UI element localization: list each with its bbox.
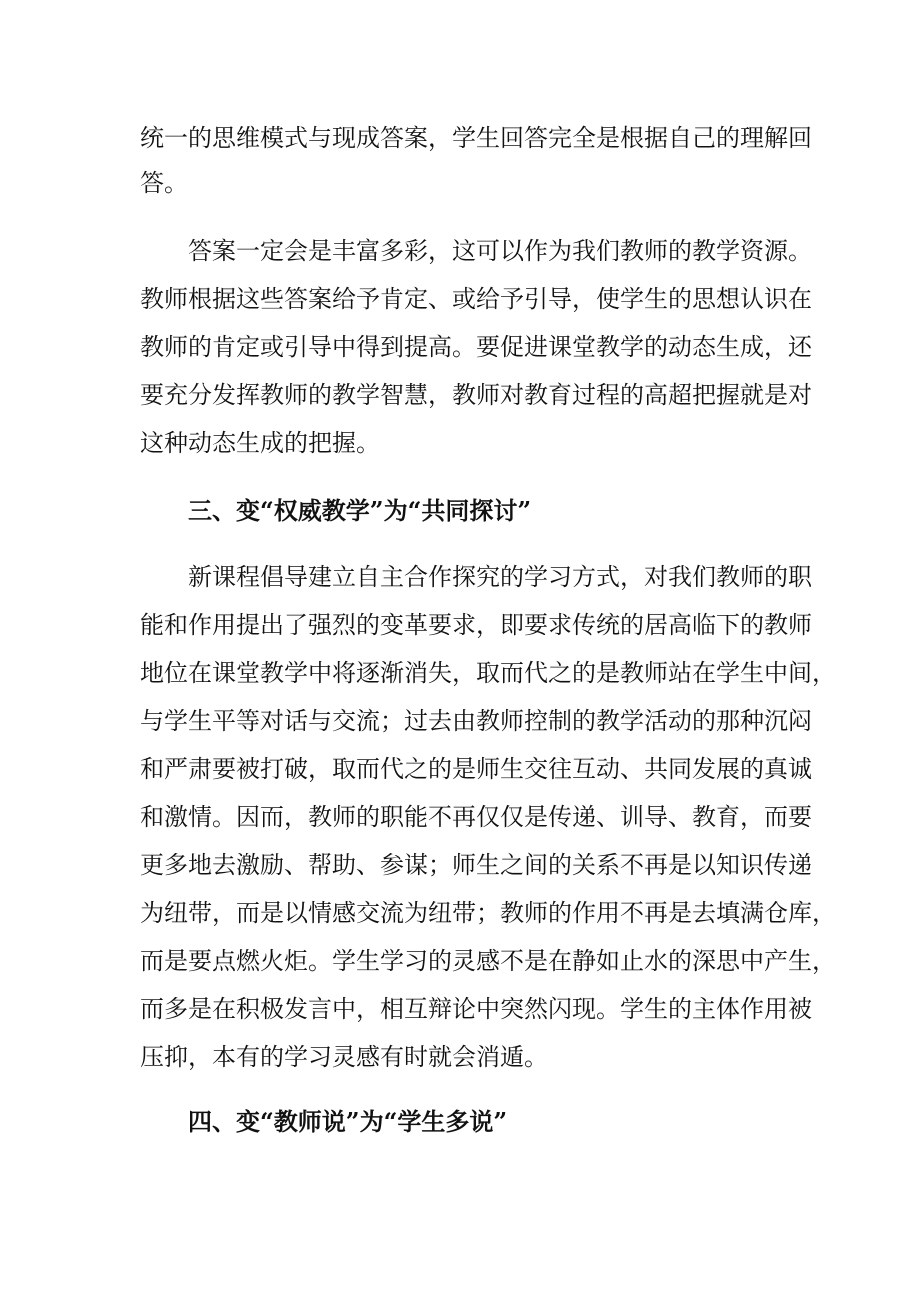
text-line: 教师根据这些答案给予肯定、或给予引导，使学生的思想认识在: [140, 285, 812, 313]
text-line: 压抑，本有的学习灵感有时就会消遁。: [140, 1043, 548, 1071]
text-line: 而是要点燃火炬。学生学习的灵感不是在静如止水的深思中产生，: [140, 947, 836, 975]
text-line: 答。: [140, 169, 188, 197]
text-line: 和严肃要被打破，取而代之的是师生交往互动、共同发展的真诚: [140, 755, 812, 783]
text-line: 新课程倡导建立自主合作探究的学习方式，对我们教师的职: [188, 563, 812, 591]
section-heading-3: 三、变“权威教学”为“共同探讨”: [188, 496, 532, 525]
text-line: 能和作用提出了强烈的变革要求，即要求传统的居高临下的教师: [140, 611, 812, 639]
text-line: 更多地去激励、帮助、参谋；师生之间的关系不再是以知识传递: [140, 851, 812, 879]
text-line: 要充分发挥教师的教学智慧，教师对教育过程的高超把握就是对: [140, 381, 812, 409]
text-line: 和激情。因而，教师的职能不再仅仅是传递、训导、教育，而要: [140, 803, 812, 831]
text-line: 这种动态生成的把握。: [140, 429, 380, 457]
text-line: 与学生平等对话与交流；过去由教师控制的教学活动的那种沉闷: [140, 707, 812, 735]
text-line: 而多是在积极发言中，相互辩论中突然闪现。学生的主体作用被: [140, 995, 812, 1023]
text-line: 地位在课堂教学中将逐渐消失，取而代之的是教师站在学生中间，: [140, 659, 836, 687]
text-line: 答案一定会是丰富多彩，这可以作为我们教师的教学资源。: [188, 237, 812, 265]
text-line: 教师的肯定或引导中得到提高。要促进课堂教学的动态生成，还: [140, 333, 812, 361]
text-line: 为纽带，而是以情感交流为纽带；教师的作用不再是去填满仓库，: [140, 899, 836, 927]
section-heading-4: 四、变“教师说”为“学生多说”: [188, 1107, 508, 1136]
text-line: 统一的思维模式与现成答案，学生回答完全是根据自己的理解回: [140, 124, 812, 152]
